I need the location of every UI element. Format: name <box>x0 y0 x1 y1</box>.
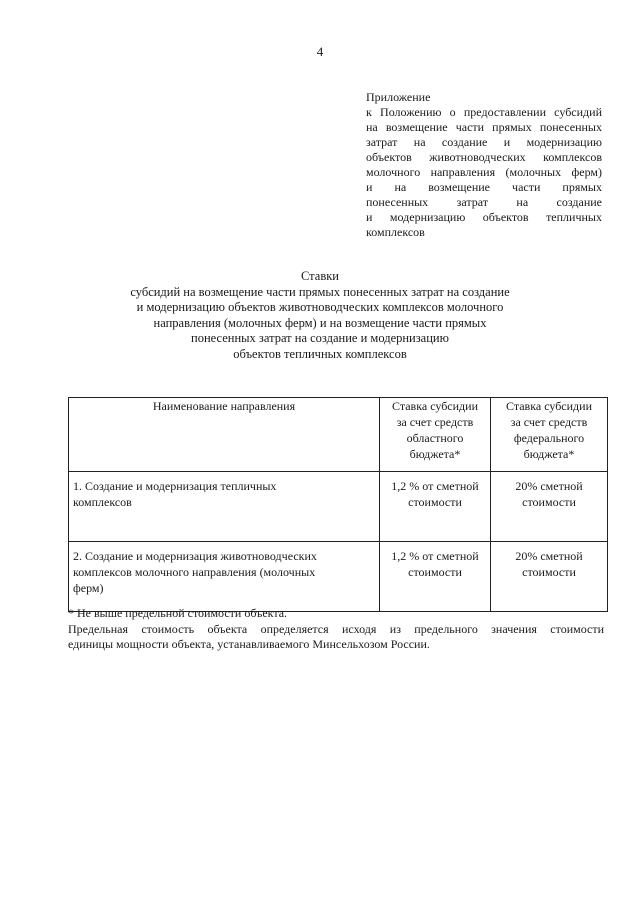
header-text: бюджета* <box>523 447 575 461</box>
title-line: направления (молочных ферм) и на возмещение части прямых <box>153 315 487 330</box>
appendix-line: объектов животноводческих комплексов <box>366 150 602 164</box>
title-line: и модернизацию объектов животноводческих комплексов молочного <box>136 300 504 315</box>
footnote-line: * Не выше предельной стоимости объекта. <box>68 606 288 620</box>
header-text: за счет средств <box>396 415 474 429</box>
cell-text: стоимости <box>522 495 576 509</box>
appendix-line: комплексов <box>366 225 425 239</box>
header-text: Ставка субсидии <box>505 399 592 413</box>
cell-text: комплексов <box>73 495 132 509</box>
appendix-line: затрат на создание и модернизацию <box>366 135 602 149</box>
page-number: 4 <box>316 44 324 59</box>
header-text: Ставка субсидии <box>391 399 478 413</box>
subsidy-rates-table <box>68 397 608 612</box>
header-federal-rate <box>491 398 608 472</box>
title-line: понесенных затрат на создание и модернизацию <box>191 331 449 346</box>
appendix-line: молочного направления (молочных ферм) <box>366 165 602 179</box>
table-row <box>69 542 608 612</box>
cell-text: 20% сметной <box>515 479 583 493</box>
cell-text: стоимости <box>408 495 462 509</box>
footnote-line: Предельная стоимость объекта определяется исходя из предельного значения стоимости <box>68 621 604 636</box>
appendix-line: к Положению о предоставлении субсидий <box>366 105 602 119</box>
row-regional-rate <box>380 472 491 542</box>
footnote-block <box>68 606 604 653</box>
header-direction-name: Наименование направления <box>69 398 380 472</box>
cell-text: 2. Создание и модернизация животноводческих <box>73 549 317 563</box>
header-regional-rate <box>380 398 491 472</box>
appendix-line: понесенных затрат на создание <box>366 195 602 209</box>
cell-text: стоимости <box>408 565 462 579</box>
row-direction-name <box>69 542 380 612</box>
header-text: федерального <box>513 431 585 445</box>
cell-text: 1. Создание и модернизация тепличных <box>73 479 277 493</box>
cell-text: ферм) <box>73 581 104 595</box>
cell-text: 1,2 % от сметной <box>391 549 479 563</box>
row-federal-rate <box>491 542 608 612</box>
cell-text: стоимости <box>522 565 576 579</box>
title-heading: Ставки <box>300 269 339 283</box>
footnote-line: единицы мощности объекта, устанавливаемого Минсельхозом России. <box>68 637 430 651</box>
appendix-line: и на возмещение части прямых <box>366 180 602 194</box>
header-text: за счет средств <box>510 415 588 429</box>
appendix-line: на возмещение части прямых понесенных <box>366 120 602 134</box>
table-row <box>69 472 608 542</box>
row-direction-name <box>69 472 380 542</box>
title-line: объектов тепличных комплексов <box>233 346 407 361</box>
row-regional-rate <box>380 542 491 612</box>
row-federal-rate <box>491 472 608 542</box>
header-text: бюджета* <box>409 447 461 461</box>
title-line: субсидий на возмещение части прямых понесенных затрат на создание <box>130 284 510 299</box>
document-title <box>0 269 640 363</box>
cell-text: 1,2 % от сметной <box>391 479 479 493</box>
table-header-row <box>69 398 608 472</box>
header-text: областного <box>406 431 464 445</box>
cell-text: 20% сметной <box>515 549 583 563</box>
appendix-title: Приложение <box>366 90 431 104</box>
appendix-block <box>366 90 602 240</box>
cell-text: комплексов молочного направления (молочных <box>73 565 316 579</box>
appendix-line: и модернизацию объектов тепличных <box>366 210 602 224</box>
